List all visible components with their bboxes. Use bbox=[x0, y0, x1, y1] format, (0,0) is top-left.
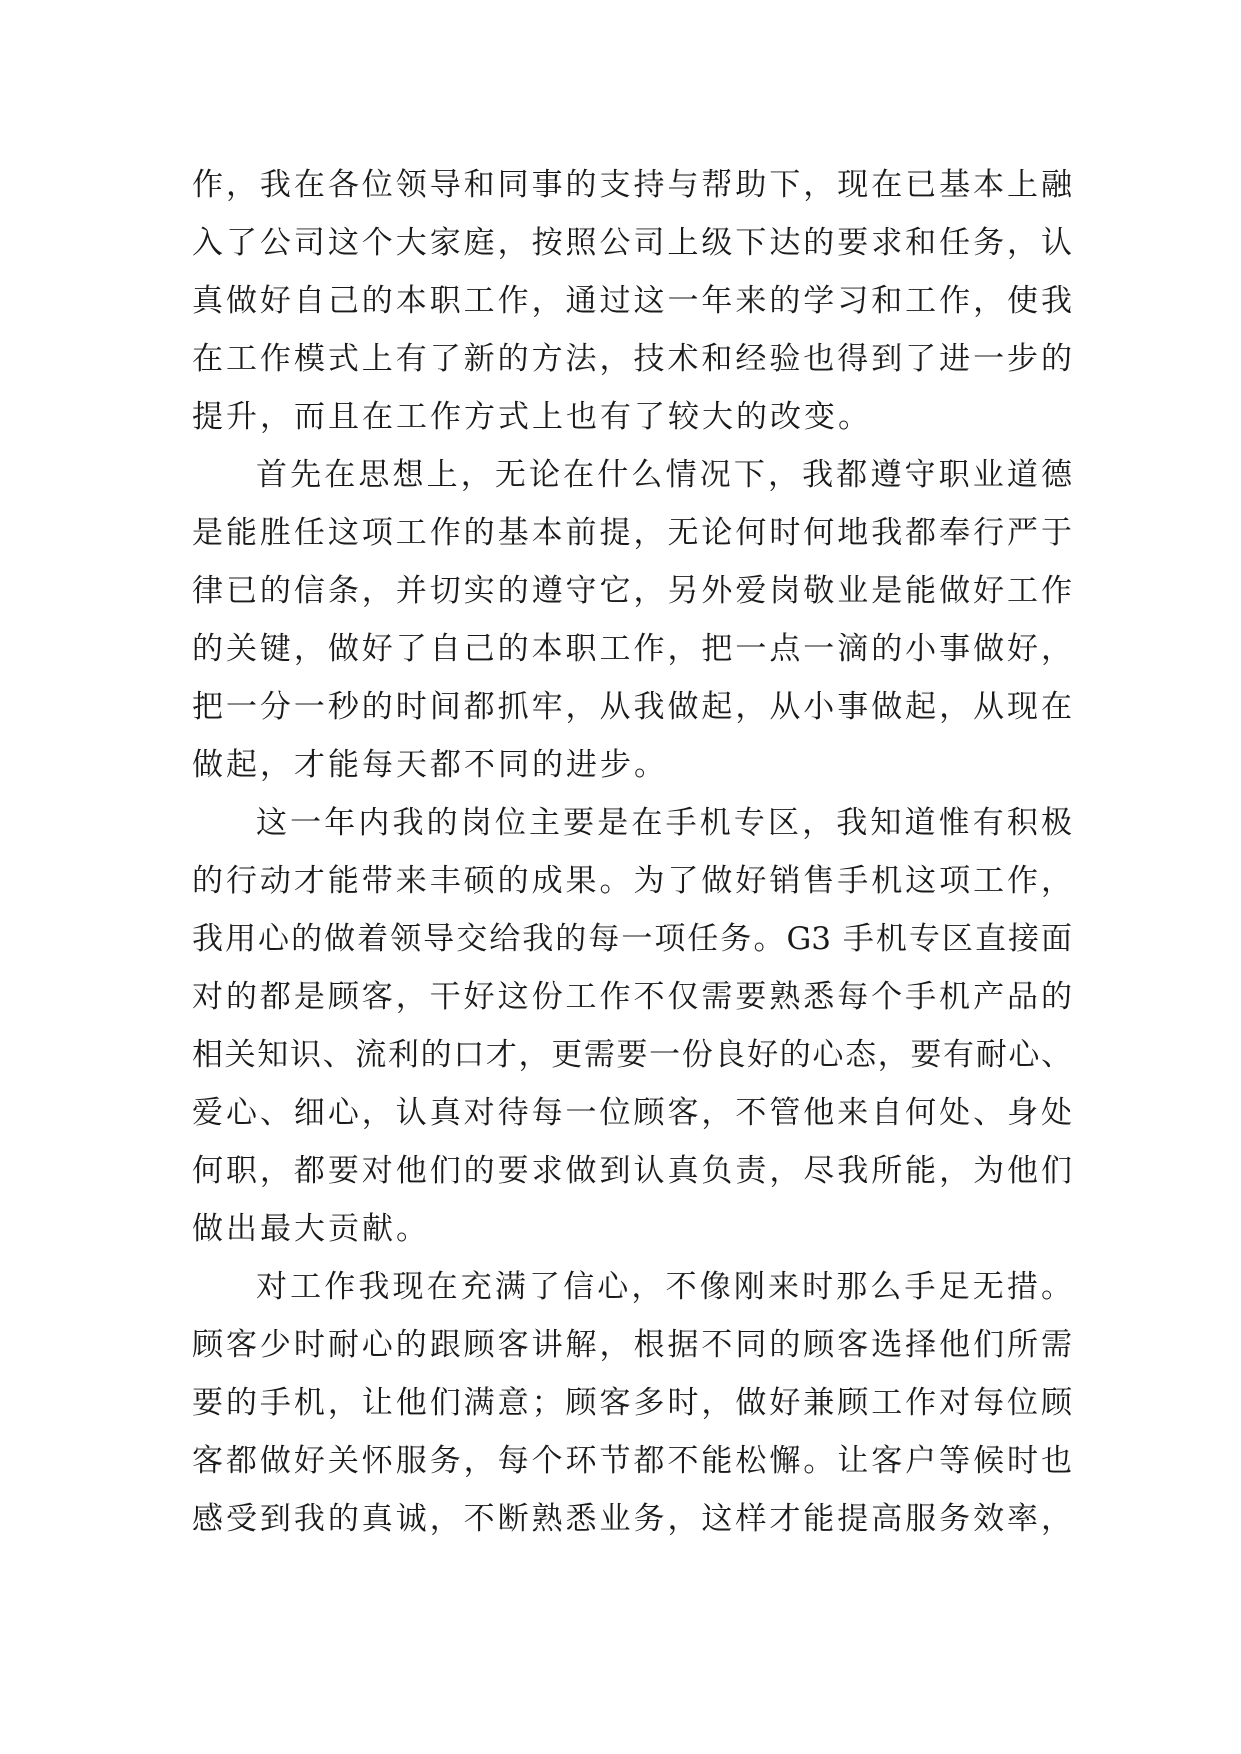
text-line: 在工作模式上有了新的方法，技术和经验也得到了进一步的 bbox=[192, 341, 1072, 377]
text-line: 的行动才能带来丰硕的成果。为了做好销售手机这项工作， bbox=[192, 863, 1072, 899]
text-line: 入了公司这个大家庭，按照公司上级下达的要求和任务，认 bbox=[192, 225, 1072, 261]
text-line: 的关键，做好了自己的本职工作，把一点一滴的小事做好， bbox=[192, 631, 1072, 667]
text-line: 是能胜任这项工作的基本前提，无论何时何地我都奉行严于 bbox=[192, 515, 1072, 551]
text-line: 感受到我的真诚，不断熟悉业务，这样才能提高服务效率， bbox=[192, 1501, 1072, 1537]
text-line: 提升，而且在工作方式上也有了较大的改变。 bbox=[192, 399, 872, 435]
paragraph-first-line: 首先在思想上，无论在什么情况下，我都遵守职业道德 bbox=[256, 457, 1072, 493]
text-line: 对的都是顾客，干好这份工作不仅需要熟悉每个手机产品的 bbox=[192, 979, 1072, 1015]
text-line: 律已的信条，并切实的遵守它，另外爱岗敬业是能做好工作 bbox=[192, 573, 1072, 609]
text-line: 爱心、细心，认真对待每一位顾客，不管他来自何处、身处 bbox=[192, 1095, 1072, 1131]
text-line: 把一分一秒的时间都抓牢，从我做起，从小事做起，从现在 bbox=[192, 689, 1072, 725]
paragraph-first-line: 这一年内我的岗位主要是在手机专区，我知道惟有积极 bbox=[256, 805, 1072, 841]
text-line: 要的手机，让他们满意；顾客多时，做好兼顾工作对每位顾 bbox=[192, 1385, 1072, 1421]
text-line: 我用心的做着领导交给我的每一项任务。G3 手机专区直接面 bbox=[192, 921, 1072, 957]
text-line: 客都做好关怀服务，每个环节都不能松懈。让客户等候时也 bbox=[192, 1443, 1072, 1479]
text-line: 顾客少时耐心的跟顾客讲解，根据不同的顾客选择他们所需 bbox=[192, 1327, 1072, 1363]
text-line: 作，我在各位领导和同事的支持与帮助下，现在已基本上融 bbox=[192, 167, 1072, 203]
text-line: 真做好自己的本职工作，通过这一年来的学习和工作，使我 bbox=[192, 283, 1072, 319]
text-line: 做出最大贡献。 bbox=[192, 1211, 430, 1247]
text-line: 做起，才能每天都不同的进步。 bbox=[192, 747, 668, 783]
body-text bbox=[192, 156, 1072, 1548]
text-line: 相关知识、流利的口才，更需要一份良好的心态，要有耐心、 bbox=[192, 1037, 1072, 1073]
text-line: 何职，都要对他们的要求做到认真负责，尽我所能，为他们 bbox=[192, 1153, 1072, 1189]
paragraph-first-line: 对工作我现在充满了信心，不像刚来时那么手足无措。 bbox=[256, 1269, 1072, 1305]
